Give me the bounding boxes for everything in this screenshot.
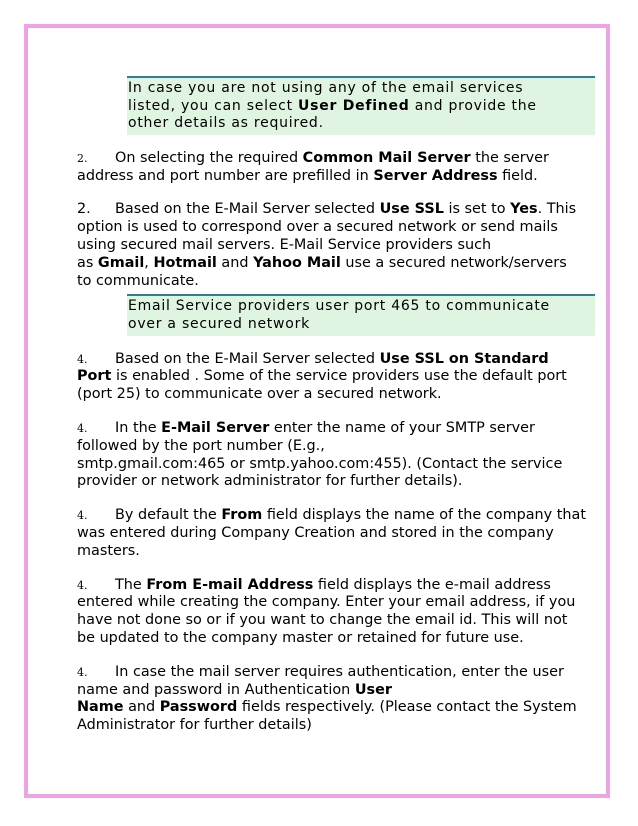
para-line bbox=[77, 351, 597, 369]
para-line bbox=[77, 201, 597, 219]
para-line: option is used to correspond over a secured network or send mails bbox=[77, 219, 558, 236]
bold-text: Use SSL on Standard bbox=[379, 350, 549, 367]
note-line bbox=[127, 98, 595, 116]
para-line: entered while creating the company. Enter your email address, if you bbox=[77, 594, 576, 611]
bold-text: Use SSL bbox=[379, 201, 444, 218]
text: and provide the bbox=[409, 97, 537, 114]
document-body bbox=[77, 76, 597, 735]
item-number: 4. bbox=[77, 665, 88, 679]
para-line bbox=[77, 150, 597, 168]
bold-text: Server Address bbox=[373, 167, 498, 184]
note-line: Email Service providers user port 465 to communicate bbox=[128, 298, 550, 315]
bold-text: Password bbox=[159, 699, 238, 716]
paragraph-use-ssl bbox=[77, 201, 597, 290]
text: The bbox=[115, 576, 147, 593]
bold-text: Name bbox=[77, 699, 124, 716]
item-number: 4. bbox=[77, 352, 88, 366]
bold-text: E-Mail Server bbox=[161, 419, 270, 436]
text: as bbox=[77, 254, 98, 271]
bold-text: User Defined bbox=[298, 97, 410, 114]
para-line bbox=[77, 664, 597, 682]
text: and bbox=[123, 699, 160, 716]
text: use a secured network/servers bbox=[340, 254, 567, 271]
bold-text: From bbox=[221, 507, 263, 524]
para-line: smtp.gmail.com:465 or smtp.yahoo.com:455). (Contact the service bbox=[77, 455, 563, 472]
note-line: over a secured network bbox=[128, 315, 310, 332]
bold-text: Port bbox=[77, 368, 112, 385]
para-line: Administrator for further details) bbox=[77, 717, 312, 734]
text: field displays the e-mail address bbox=[313, 576, 551, 593]
para-line: was entered during Company Creation and stored in the company bbox=[77, 524, 554, 541]
para-line: have not done so or if you want to change the email id. This will not bbox=[77, 612, 568, 629]
note-line: In case you are not using any of the email services bbox=[128, 80, 524, 96]
bold-text: Gmail bbox=[97, 254, 145, 271]
text: On selecting the required bbox=[115, 149, 303, 166]
paragraph-ssl-standard-port bbox=[77, 351, 597, 404]
text: listed, you can select bbox=[128, 97, 299, 114]
text: is enabled . Some of the service providers use the default port bbox=[111, 368, 567, 385]
para-line bbox=[77, 682, 597, 700]
bold-text: From E-mail Address bbox=[146, 576, 314, 593]
item-number: 4. bbox=[77, 421, 88, 435]
bold-text: Common Mail Server bbox=[302, 149, 471, 166]
para-line: be updated to the company master or retained for future use. bbox=[77, 629, 524, 646]
paragraph-email-server bbox=[77, 420, 597, 491]
text: In the bbox=[115, 419, 162, 436]
para-line: followed by the port number (E.g., bbox=[77, 437, 325, 454]
bold-text: Yes bbox=[510, 201, 538, 218]
text: address and port number are prefilled in bbox=[77, 167, 374, 184]
text: the server bbox=[470, 149, 549, 166]
text: enter the name of your SMTP server bbox=[269, 419, 535, 436]
para-line bbox=[77, 507, 597, 525]
text: is set to bbox=[443, 201, 511, 218]
text: . This bbox=[537, 201, 577, 218]
text: Based on the E-Mail Server selected bbox=[115, 201, 380, 218]
bold-text: User bbox=[354, 681, 392, 698]
text: and bbox=[216, 254, 254, 271]
bold-text: Yahoo Mail bbox=[253, 254, 341, 271]
para-line bbox=[77, 255, 597, 273]
text: , bbox=[144, 254, 154, 271]
note-box-port-465 bbox=[127, 294, 595, 335]
note-box-user-defined bbox=[127, 76, 595, 135]
text: field. bbox=[497, 167, 538, 184]
paragraph-from-field bbox=[77, 507, 597, 560]
para-line bbox=[77, 699, 597, 717]
item-number: 2. bbox=[77, 201, 91, 218]
para-line: to communicate. bbox=[77, 272, 199, 289]
paragraph-common-mail-server bbox=[77, 150, 597, 186]
para-line: (port 25) to communicate over a secured network. bbox=[77, 386, 442, 403]
text: field displays the name of the company that bbox=[262, 507, 586, 524]
para-line bbox=[77, 168, 597, 186]
para-line bbox=[77, 420, 597, 438]
paragraph-from-email-address bbox=[77, 577, 597, 648]
text: name and password in Authentication bbox=[77, 681, 355, 698]
text: In case the mail server requires authentication, enter the user bbox=[115, 663, 564, 680]
para-line: using secured mail servers. E-Mail Service providers such bbox=[77, 236, 492, 253]
para-line: provider or network administrator for further details). bbox=[77, 473, 463, 490]
text: Based on the E-Mail Server selected bbox=[115, 350, 380, 367]
para-line bbox=[77, 368, 597, 386]
item-number: 4. bbox=[77, 509, 88, 523]
para-line: masters. bbox=[77, 542, 140, 559]
bold-text: Hotmail bbox=[153, 254, 217, 271]
text: By default the bbox=[115, 507, 222, 524]
paragraph-authentication bbox=[77, 664, 597, 735]
item-number: 4. bbox=[77, 578, 88, 592]
para-line bbox=[77, 577, 597, 595]
note-line: other details as required. bbox=[128, 115, 324, 132]
text: fields respectively. (Please contact the System bbox=[237, 699, 577, 716]
item-number: 2. bbox=[77, 151, 88, 165]
